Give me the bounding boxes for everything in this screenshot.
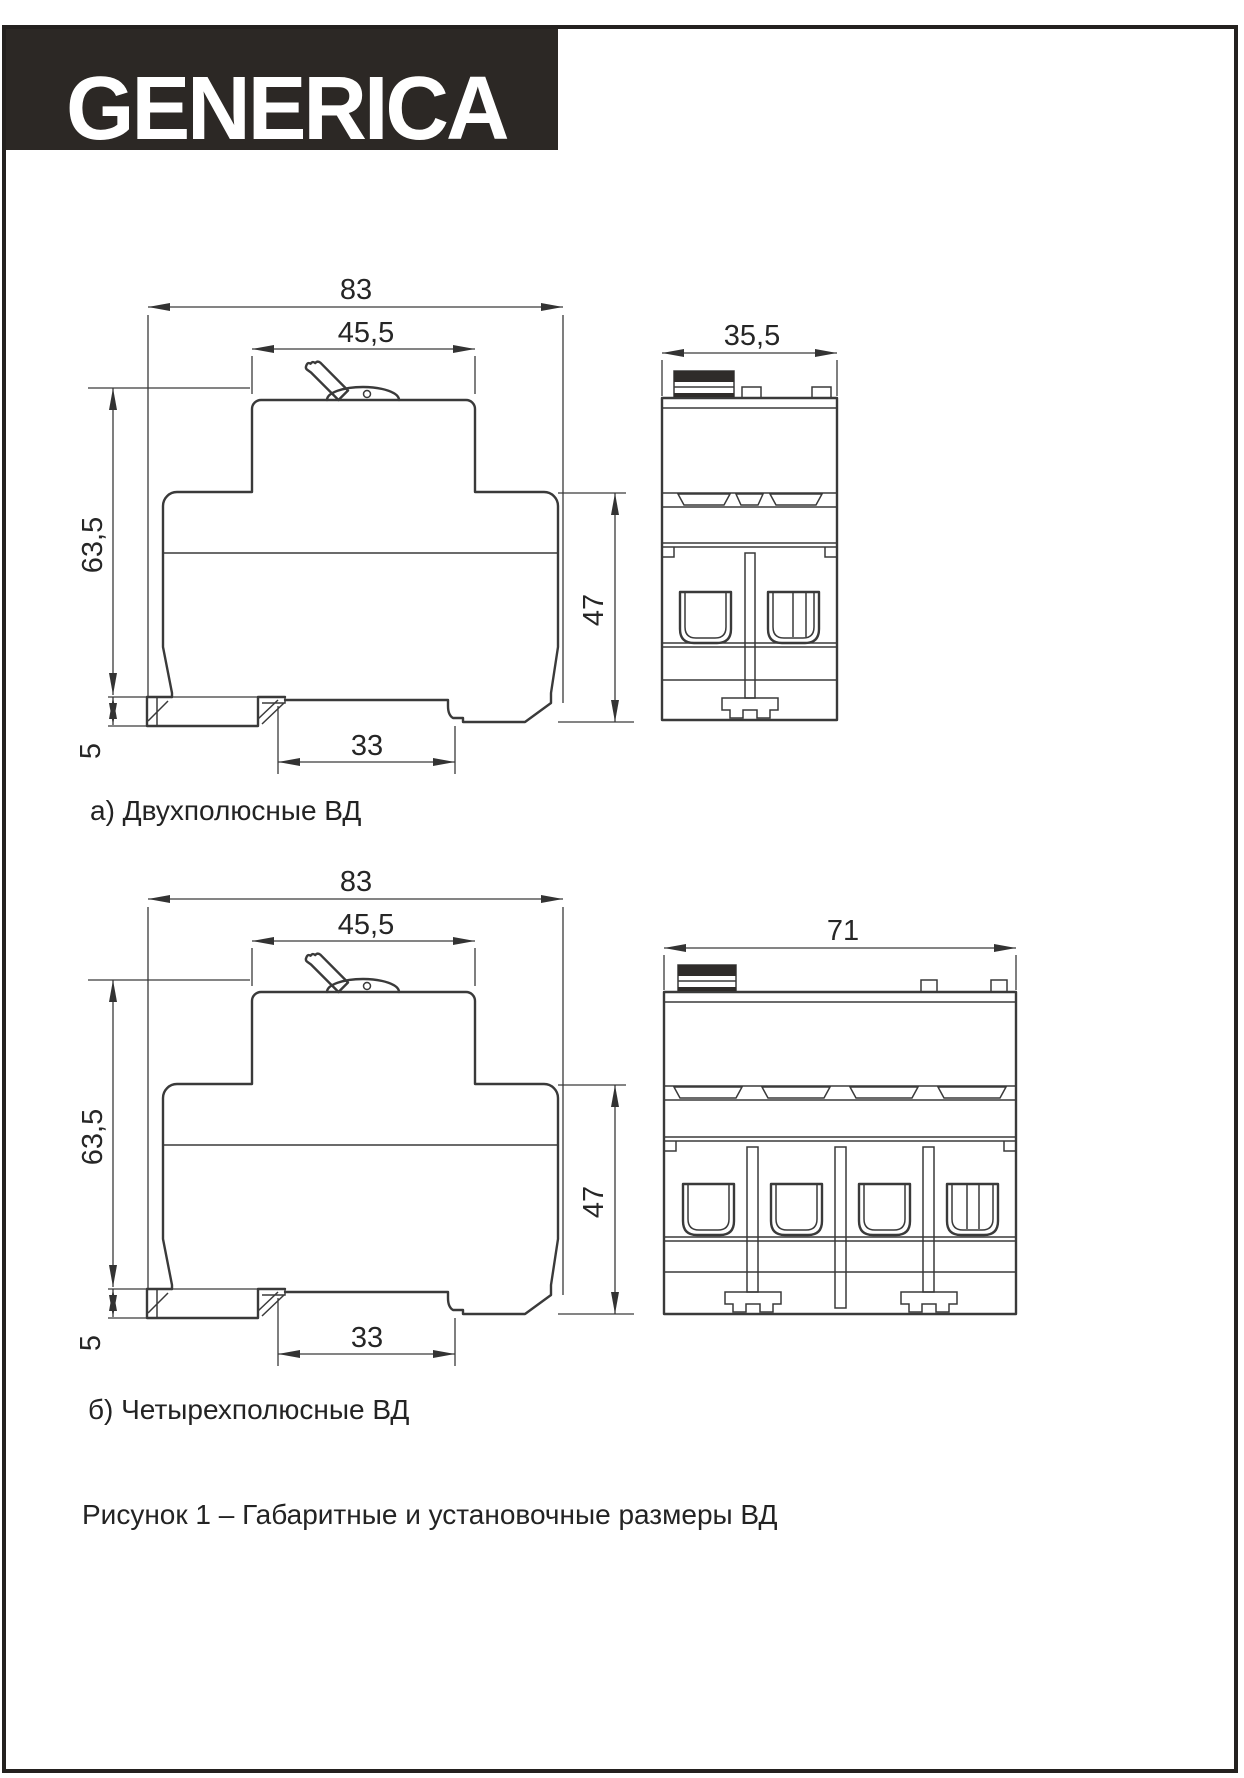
fv4-body — [664, 992, 1016, 1314]
dim-a-front-height: 47 — [578, 593, 610, 627]
dim-b-front-height: 47 — [578, 1185, 610, 1219]
dim-b-body-height: 63,5 — [77, 1108, 109, 1166]
fv4-terminal-3 — [859, 1184, 910, 1235]
fv4-clip-tab-left — [725, 1292, 781, 1312]
fv4-step-left — [664, 1141, 676, 1151]
dim-a-front-width: 35,5 — [723, 320, 781, 352]
fv4-terminal-1 — [683, 1184, 734, 1235]
caption-four-pole: б) Четырехполюсные ВД — [88, 1394, 410, 1425]
dim-b-top-width: 45,5 — [337, 909, 395, 941]
fv4-handle-bar-bottom — [678, 987, 736, 991]
drawing-a-group — [75, 274, 837, 774]
fv2-slot-3 — [770, 494, 822, 505]
fv4-tab-right — [991, 980, 1007, 992]
fv2-clip-tab — [722, 698, 778, 718]
fv4-handle-bar-top — [678, 965, 736, 976]
dim-a-top-width: 45,5 — [337, 317, 395, 349]
fv4-bar-2 — [835, 1147, 846, 1308]
front-view-four-pole — [664, 948, 1016, 1314]
front-view-two-pole — [662, 353, 837, 720]
fv2-tab-left — [742, 387, 761, 398]
dim-a-total-width: 83 — [339, 274, 373, 306]
dim-b-total-width: 83 — [339, 866, 373, 898]
fv4-slot-3 — [850, 1087, 918, 1098]
fv2-handle-bar-top — [674, 371, 734, 382]
fv4-tab-left — [921, 980, 937, 992]
dim-b-front-width: 71 — [826, 915, 860, 947]
brand-logo-text: GENERICA — [66, 57, 507, 159]
fv2-step-right — [825, 547, 837, 557]
fv2-slot-1 — [678, 494, 730, 505]
caption-two-pole: а) Двухполюсные ВД — [90, 795, 362, 826]
fv4-step-right — [1004, 1141, 1016, 1151]
fv4-slot-4 — [938, 1087, 1006, 1098]
fv2-center-bar — [745, 553, 755, 698]
fv4-bar-1 — [747, 1147, 758, 1292]
side-view-b — [88, 899, 634, 1366]
fv2-handle-bar-bottom — [674, 393, 734, 397]
dim-b-recess-width: 33 — [350, 1322, 384, 1354]
drawing-b-group — [75, 866, 1016, 1366]
fv4-clip-tab-right — [901, 1292, 957, 1312]
fv4-bar-3 — [923, 1147, 934, 1292]
fv4-slot-2 — [762, 1087, 830, 1098]
fv4-slot-1 — [674, 1087, 742, 1098]
fv2-terminal-right-lines — [793, 592, 806, 637]
figure-caption: Рисунок 1 – Габаритные и установочные размеры ВД — [82, 1499, 778, 1530]
dim-b-rail-depth: 5 — [75, 1334, 107, 1352]
fv2-tab-right — [812, 387, 831, 398]
dim-a-rail-depth: 5 — [75, 742, 107, 760]
fv2-step-left — [662, 547, 674, 557]
fv2-body — [662, 398, 837, 720]
fv4-terminal-4 — [947, 1184, 998, 1235]
fv2-slot-2 — [736, 494, 763, 505]
fv2-terminal-left — [680, 592, 731, 643]
side-view-a — [88, 307, 634, 774]
fv4-terminal-4-lines — [967, 1184, 979, 1229]
fv4-terminal-2 — [771, 1184, 822, 1235]
dim-a-recess-width: 33 — [350, 730, 384, 762]
dim-a-body-height: 63,5 — [77, 516, 109, 574]
